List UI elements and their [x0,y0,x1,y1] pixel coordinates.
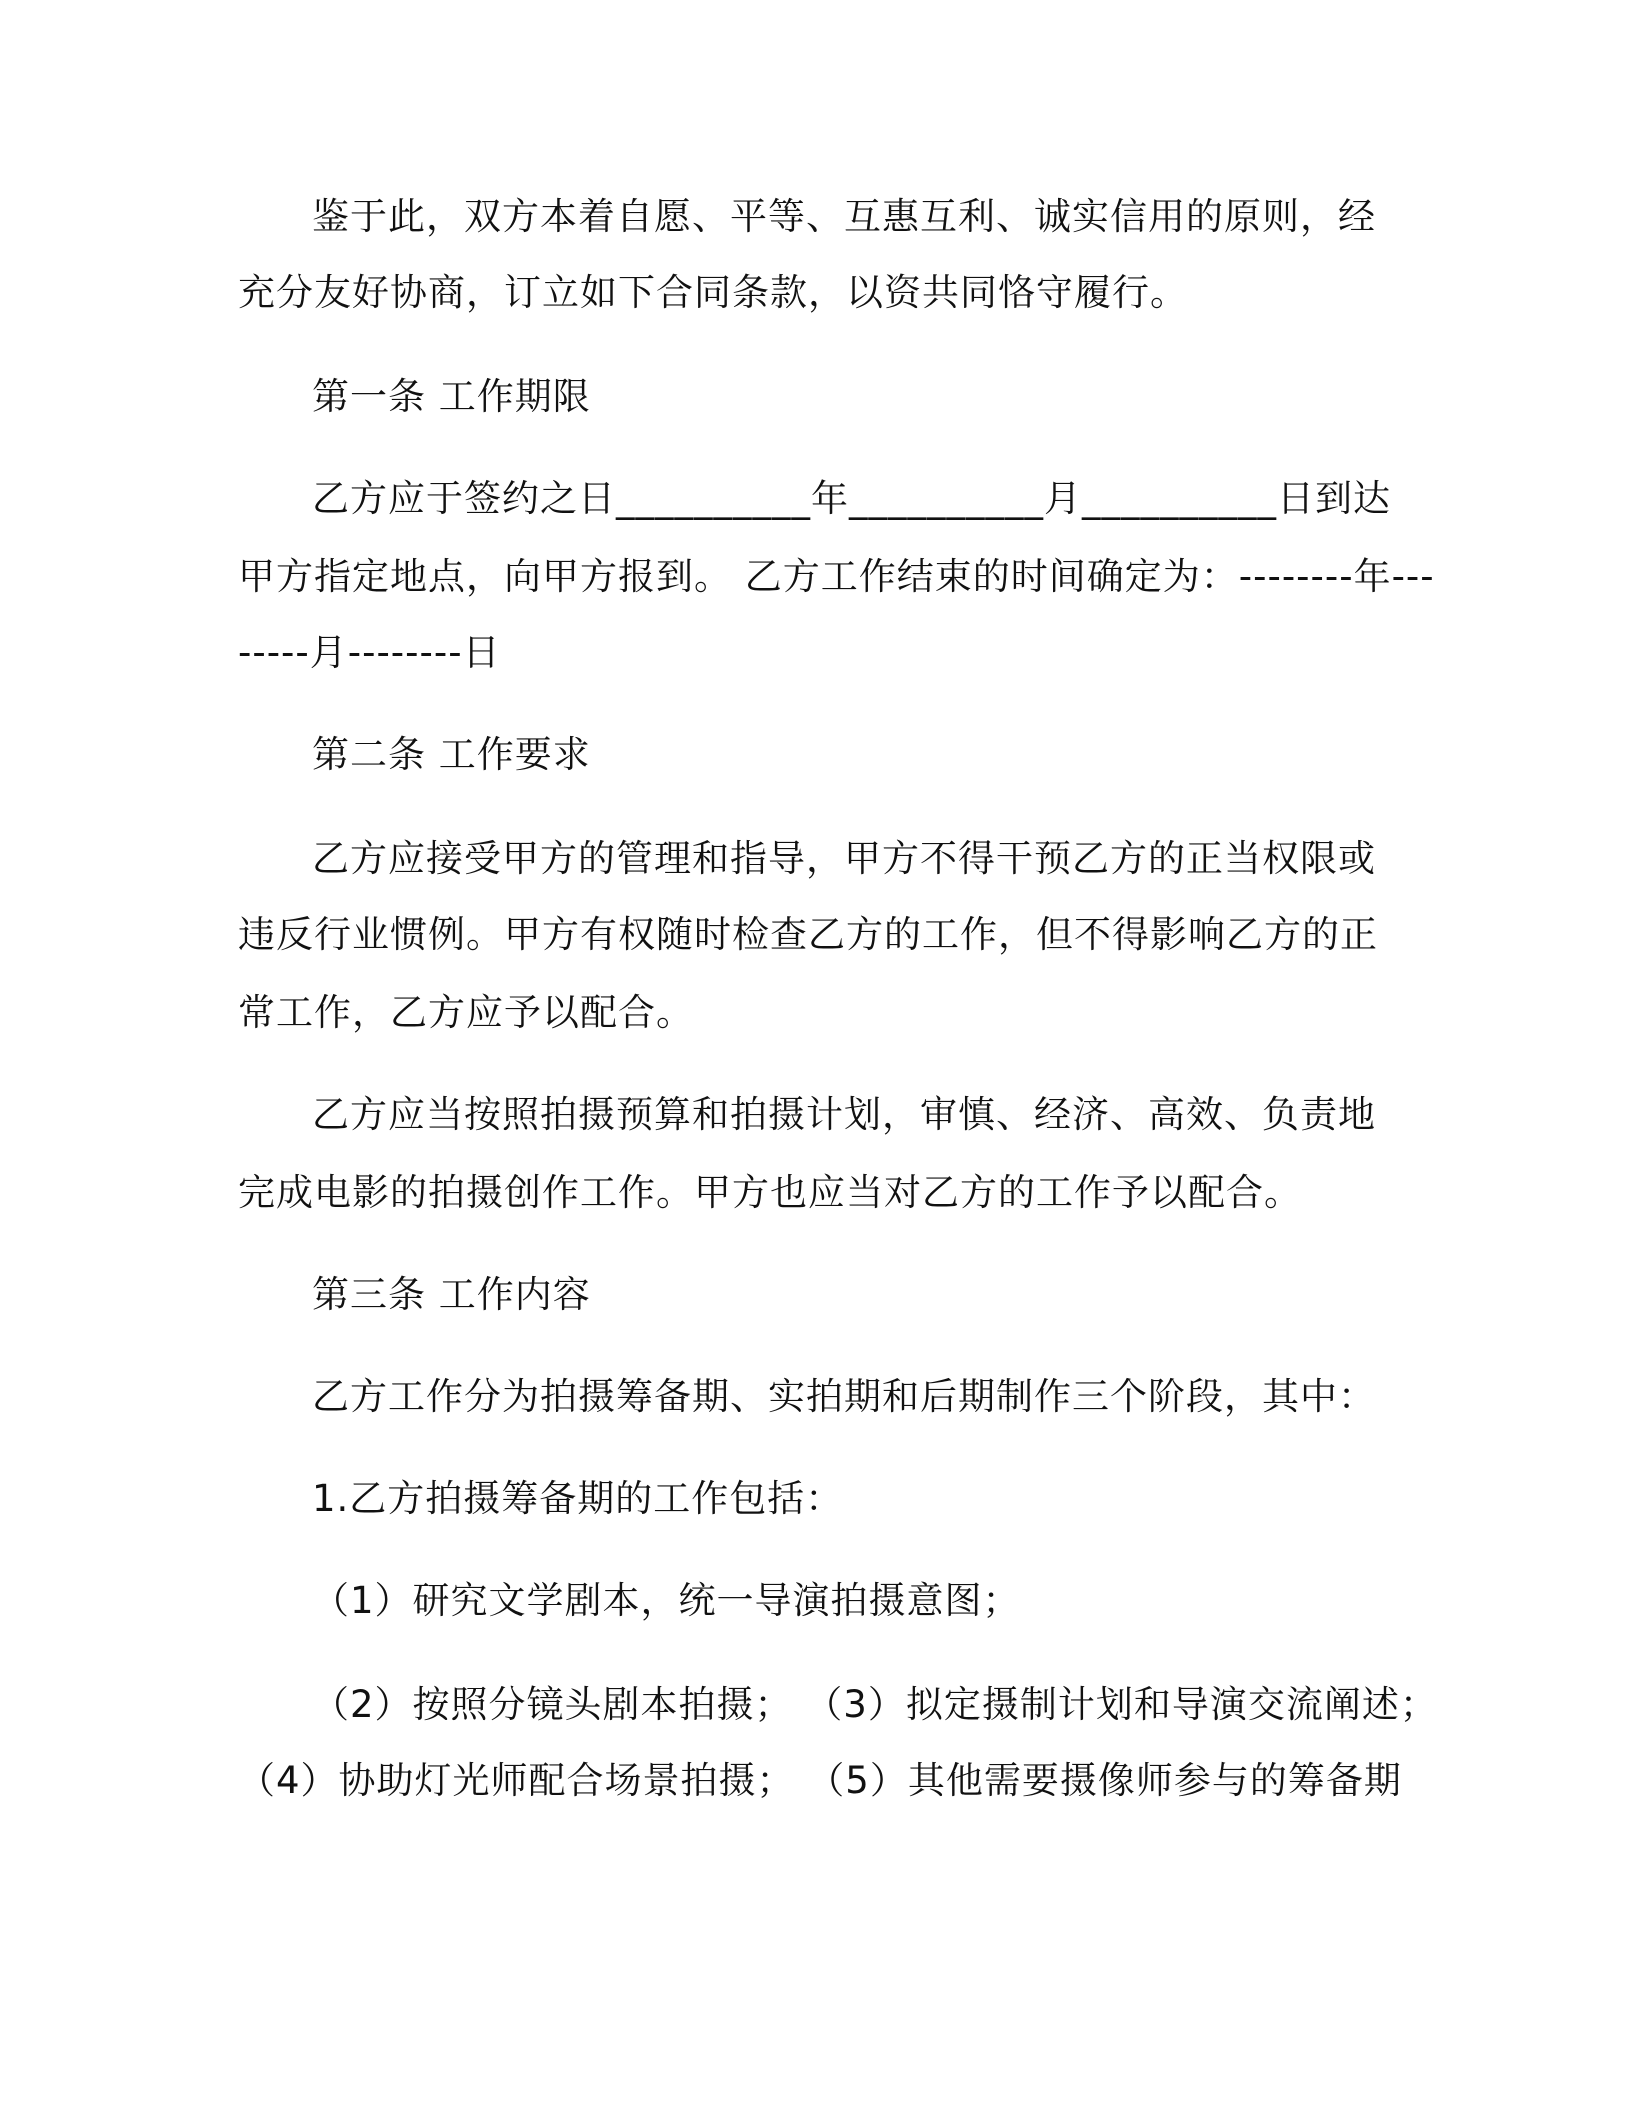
article-3-heading: 第三条 工作内容 [312,1273,591,1316]
article-1-heading: 第一条 工作期限 [312,375,591,418]
article-2-para-1-line-1: 乙方应接受甲方的管理和指导，甲方不得干预乙方的正当权限或 [312,837,1376,880]
article-2-para-2-line-1: 乙方应当按照拍摄预算和拍摄计划，审慎、经济、高效、负责地 [312,1093,1376,1136]
intro-paragraph-line-2: 充分友好协商，订立如下合同条款，以资共同恪守履行。 [238,271,1188,314]
intro-paragraph-line-1: 鉴于此，双方本着自愿、平等、互惠互利、诚实信用的原则，经 [312,195,1376,238]
article-1-text-line-3: -----月--------日 [238,631,501,674]
prep-period-heading: 1.乙方拍摄筹备期的工作包括： [312,1477,844,1520]
article-3-intro: 乙方工作分为拍摄筹备期、实拍期和后期制作三个阶段，其中： [312,1375,1376,1418]
list-items-4-5: （4）协助灯光师配合场景拍摄； （5）其他需要摄像师参与的筹备期 [238,1759,1402,1802]
article-2-para-2-line-2: 完成电影的拍摄创作工作。甲方也应当对乙方的工作予以配合。 [238,1171,1302,1214]
article-2-para-1-line-2: 违反行业惯例。甲方有权随时检查乙方的工作，但不得影响乙方的正 [238,913,1378,956]
list-items-2-3: （2）按照分镜头剧本拍摄； （3）拟定摄制计划和导演交流阐述； [312,1683,1438,1726]
article-1-text-line-1: 乙方应于签约之日__________年__________月__________日到达 [312,477,1391,520]
article-2-heading: 第二条 工作要求 [312,733,591,776]
list-item-1: （1）研究文学剧本，统一导演拍摄意图； [312,1579,1021,1622]
article-1-text-line-2: 甲方指定地点，向甲方报到。 乙方工作结束的时间确定为：--------年--- [238,555,1435,598]
article-2-para-1-line-3: 常工作，乙方应予以配合。 [238,991,694,1034]
